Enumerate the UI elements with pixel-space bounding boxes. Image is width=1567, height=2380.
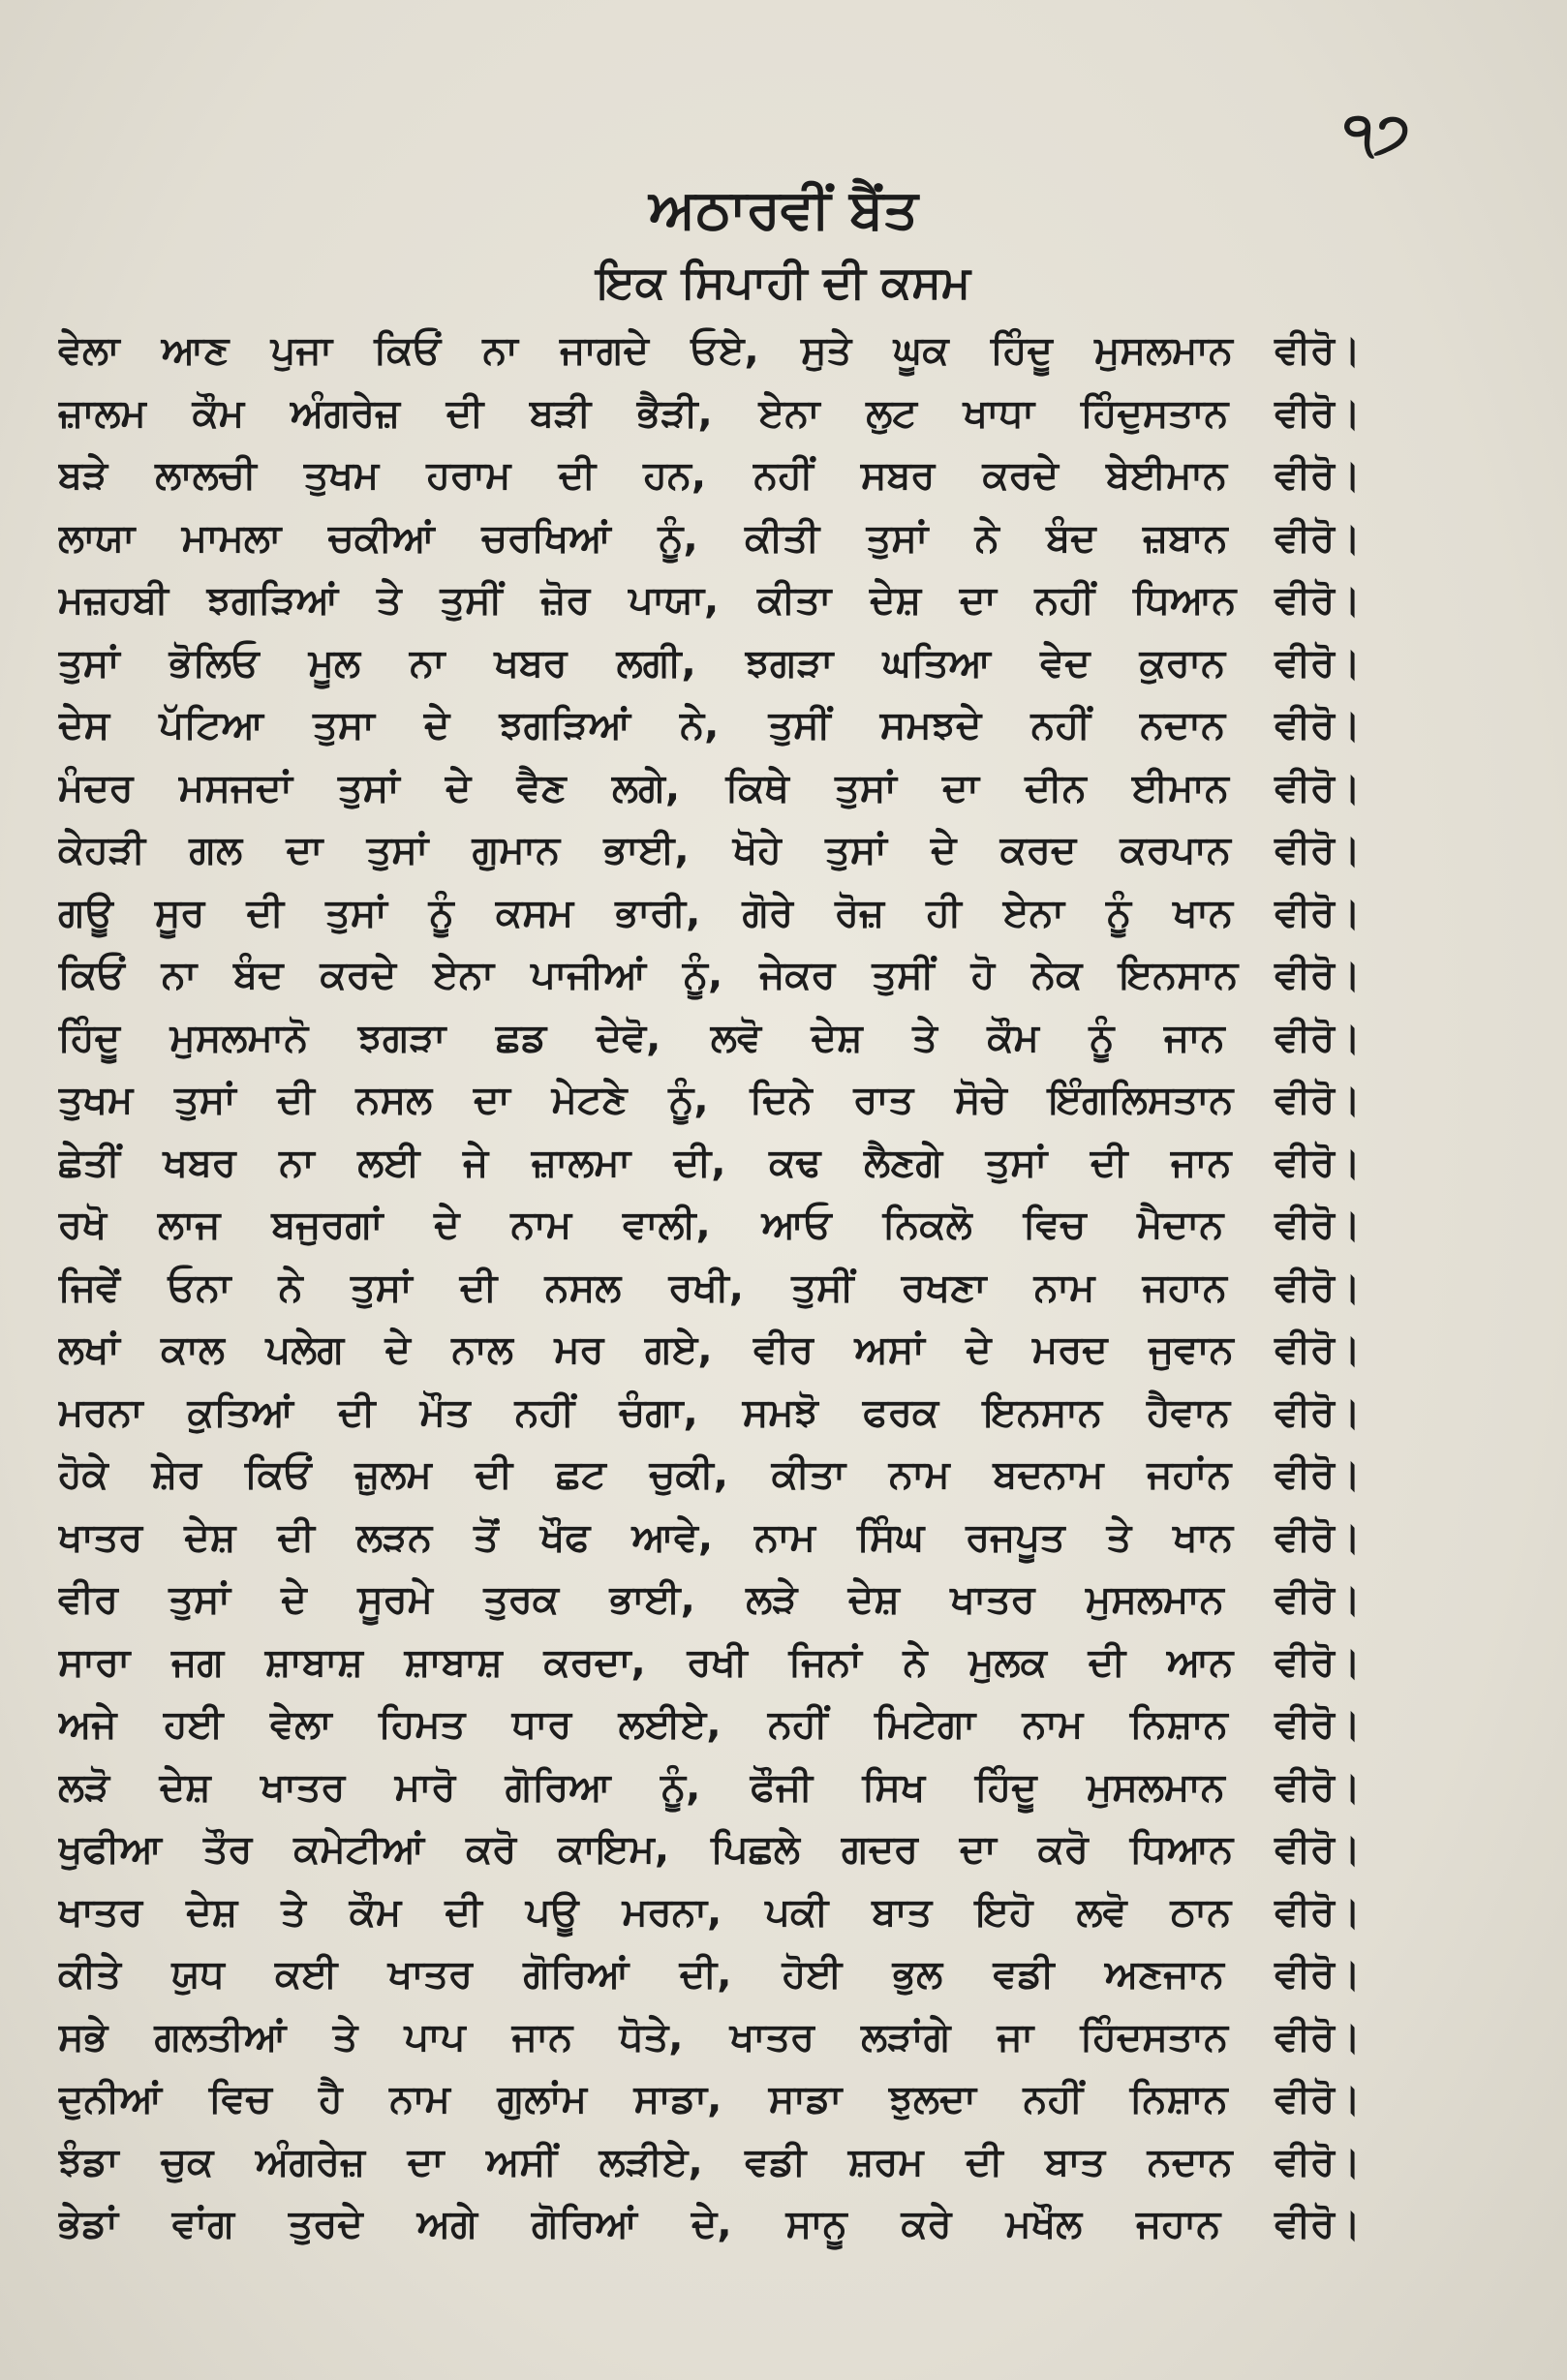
verse-line: ਅਜੇ ਹਈ ਵੇਲਾ ਹਿਮਤ ਧਾਰ ਲਈਏ, ਨਹੀਂ ਮਿਟੇਗਾ ਨਾਮ ਨਿਸ਼ਾਨ ਵੀਰੋ।: [58, 1702, 1361, 1747]
poem-title: ਅਠਾਰਵੀਂ ਬੈਂਤ: [649, 178, 918, 241]
verse-line: ਵੀਰ ਤੁਸਾਂ ਦੇ ਸੂਰਮੇ ਤੁਰਕ ਭਾਈ, ਲੜੇ ਦੇਸ਼ ਖਾਤਰ ਮੁਸਲਮਾਨ ਵੀਰੋ।: [58, 1577, 1361, 1622]
verse-line: ਹੋਕੇ ਸ਼ੇਰ ਕਿਓਂ ਜ਼ੁਲਮ ਦੀ ਛਟ ਚੁਕੀ, ਕੀਤਾ ਨਾਮ ਬਦਨਾਮ ਜਹਾਂਨ ਵੀਰੋ।: [58, 1452, 1361, 1497]
verse-line: ਲਖਾਂ ਕਾਲ ਪਲੇਗ ਦੇ ਨਾਲ ਮਰ ਗਏ, ਵੀਰ ਅਸਾਂ ਦੇ ਮਰਦ ਜੁਵਾਨ ਵੀਰੋ।: [58, 1327, 1361, 1372]
verse-line: ਖਾਤਰ ਦੇਸ਼ ਦੀ ਲੜਨ ਤੋਂ ਖੌਫ ਆਵੇ, ਨਾਮ ਸਿੰਘ ਰਜਪੂਤ ਤੇ ਖਾਨ ਵੀਰੋ।: [58, 1514, 1361, 1560]
verse-line: ਦੇਸ ਪੱਟਿਆ ਤੁਸਾ ਦੇ ਝਗੜਿਆਂ ਨੇ, ਤੁਸੀਂ ਸਮਝਦੇ ਨਹੀਂ ਨਦਾਨ ਵੀਰੋ।: [58, 703, 1361, 748]
verse-line: ਤੁਖਮ ਤੁਸਾਂ ਦੀ ਨਸਲ ਦਾ ਮੇਟਣੇ ਨੂੰ, ਦਿਨੇ ਰਾਤ ਸੋਚੇ ਇੰਗਲਿਸਤਾਨ ਵੀਰੋ।: [58, 1078, 1361, 1122]
verse-line: ਸਾਰਾ ਜਗ ਸ਼ਾਬਾਸ਼ ਸ਼ਾਬਾਸ਼ ਕਰਦਾ, ਰਖੀ ਜਿਨਾਂ ਨੇ ਮੁਲਕ ਦੀ ਆਨ ਵੀਰੋ।: [58, 1639, 1361, 1685]
verse-line: ਜਿਵੇਂ ਓਨਾ ਨੇ ਤੁਸਾਂ ਦੀ ਨਸਲ ਰਖੀ, ਤੁਸੀਂ ਰਖਣਾ ਨਾਮ ਜਹਾਨ ਵੀਰੋ।: [58, 1265, 1361, 1310]
verse-line: ਹਿੰਦੂ ਮੁਸਲਮਾਨੋ ਝਗੜਾ ਛਡ ਦੇਵੋ, ਲਵੋ ਦੇਸ਼ ਤੇ ਕੌਮ ਨੂੰ ਜਾਨ ਵੀਰੋ।: [58, 1015, 1361, 1060]
verse-line: ਮਰਨਾ ਕੁਤਿਆਂ ਦੀ ਮੌਤ ਨਹੀਂ ਚੰਗਾ, ਸਮਝੋ ਫਰਕ ਇਨਸਾਨ ਹੈਵਾਨ ਵੀਰੋ।: [58, 1389, 1361, 1435]
verse-line: ਖਾਤਰ ਦੇਸ਼ ਤੇ ਕੌਮ ਦੀ ਪਊ ਮਰਨਾ, ਪਕੀ ਬਾਤ ਇਹੋ ਲਵੋ ਠਾਨ ਵੀਰੋ।: [58, 1889, 1361, 1935]
verse-line: ਖੁਫੀਆ ਤੌਰ ਕਮੇਟੀਆਂ ਕਰੋ ਕਾਇਮ, ਪਿਛਲੇ ਗਦਰ ਦਾ ਕਰੋ ਧਿਆਨ ਵੀਰੋ।: [58, 1827, 1361, 1872]
verse-line: ਲੜੋ ਦੇਸ਼ ਖਾਤਰ ਮਾਰੋ ਗੋਰਿਆ ਨੂੰ, ਫੌਜੀ ਸਿਖ ਹਿੰਦੂ ਮੁਸਲਮਾਨ ਵੀਰੋ।: [58, 1764, 1361, 1810]
verse-line: ਲਾਯਾ ਮਾਮਲਾ ਚਕੀਆਂ ਚਰਖਿਆਂ ਨੂੰ, ਕੀਤੀ ਤੁਸਾਂ ਨੇ ਬੰਦ ਜ਼ਬਾਨ ਵੀਰੋ।: [58, 515, 1361, 561]
verse-line: ਕੇਹੜੀ ਗਲ ਦਾ ਤੁਸਾਂ ਗੁਮਾਨ ਭਾਈ, ਖੋਹੇ ਤੁਸਾਂ ਦੇ ਕਰਦ ਕਰਪਾਨ ਵੀਰੋ।: [58, 828, 1361, 872]
poem-subtitle: ਇਕ ਸਿਪਾਹੀ ਦੀ ਕਸਮ: [596, 256, 971, 308]
verse-line: ਭੇਡਾਂ ਵਾਂਗ ਤੁਰਦੇ ਅਗੇ ਗੋਰਿਆਂ ਦੇ, ਸਾਨੂ ਕਰੇ ਮਖੌਲ ਜਹਾਨ ਵੀਰੋ।: [58, 2202, 1361, 2246]
verse-line: ਰਖੋ ਲਾਜ ਬਜੁਰਗਾਂ ਦੇ ਨਾਮ ਵਾਲੀ, ਆਓ ਨਿਕਲੋ ਵਿਚ ਮੈਦਾਨ ਵੀਰੋ।: [58, 1203, 1361, 1247]
verse-line: ਬੜੇ ਲਾਲਚੀ ਤੁਖਮ ਹਰਾਮ ਦੀ ਹਨ, ਨਹੀਂ ਸਬਰ ਕਰਦੇ ਬੇਈਮਾਨ ਵੀਰੋ।: [58, 453, 1361, 498]
verse-line: ਝੰਡਾ ਚੁਕ ਅੰਗਰੇਜ਼ ਦਾ ਅਸੀਂ ਲੜੀਏ, ਵਡੀ ਸ਼ਰਮ ਦੀ ਬਾਤ ਨਦਾਨ ਵੀਰੋ।: [58, 2139, 1361, 2184]
verse-list: [58, 320, 1361, 2256]
verse-line: ਮੰਦਰ ਮਸਜਦਾਂ ਤੁਸਾਂ ਦੇ ਵੈਣ ਲਗੇ, ਕਿਥੇ ਤੁਸਾਂ ਦਾ ਦੀਨ ਈਮਾਨ ਵੀਰੋ।: [58, 765, 1361, 810]
verse-line: ਸਭੇ ਗਲਤੀਆਂ ਤੇ ਪਾਪ ਜਾਨ ਧੋਤੇ, ਖਾਤਰ ਲੜਾਂਗੇ ਜਾ ਹਿੰਦਸਤਾਨ ਵੀਰੋ।: [58, 2014, 1361, 2060]
verse-line: ਛੇਤੀਂ ਖਬਰ ਨਾ ਲਈ ਜੇ ਜ਼ਾਲਮਾ ਦੀ, ਕਢ ਲੈਣਗੇ ਤੁਸਾਂ ਦੀ ਜਾਨ ਵੀਰੋ।: [58, 1140, 1361, 1185]
page-number: ੧੭: [1343, 100, 1410, 166]
verse-line: ਜ਼ਾਲਮ ਕੌਮ ਅੰਗਰੇਜ਼ ਦੀ ਬੜੀ ਭੈੜੀ, ਏਨਾ ਲੁਟ ਖਾਧਾ ਹਿੰਦੁਸਤਾਨ ਵੀਰੋ।: [58, 390, 1361, 436]
verse-line: ਗਊ ਸੂਰ ਦੀ ਤੁਸਾਂ ਨੂੰ ਕਸਮ ਭਾਰੀ, ਗੋਰੇ ਰੋਜ਼ ਹੀ ਏਨਾ ਨੂੰ ਖਾਨ ਵੀਰੋ।: [58, 890, 1361, 935]
verse-line: ਕਿਓਂ ਨਾ ਬੰਦ ਕਰਦੇ ਏਨਾ ਪਾਜੀਆਂ ਨੂੰ, ਜੇਕਰ ਤੁਸੀਂ ਹੋ ਨੇਕ ਇਨਸਾਨ ਵੀਰੋ।: [58, 953, 1361, 997]
verse-line: ਤੁਸਾਂ ਭੋਲਿਓ ਮੂਲ ਨਾ ਖਬਰ ਲਗੀ, ਝਗੜਾ ਘਤਿਆ ਵੇਦ ਕੁਰਾਨ ਵੀਰੋ।: [58, 640, 1361, 686]
verse-line: ਮਜ਼ਹਬੀ ਝਗੜਿਆਂ ਤੇ ਤੁਸੀਂ ਜ਼ੋਰ ਪਾਯਾ, ਕੀਤਾ ਦੇਸ਼ ਦਾ ਨਹੀਂ ਧਿਆਨ ਵੀਰੋ।: [58, 578, 1361, 623]
verse-line: ਦੁਨੀਆਂ ਵਿਚ ਹੈ ਨਾਮ ਗੁਲਾਂਮ ਸਾਡਾ, ਸਾਡਾ ਝੁਲਦਾ ਨਹੀਂ ਨਿਸ਼ਾਨ ਵੀਰੋ।: [58, 2077, 1361, 2121]
verse-line: ਕੀਤੇ ਯੁਧ ਕਈ ਖਾਤਰ ਗੋਰਿਆਂ ਦੀ, ਹੋਈ ਭੁਲ ਵਡੀ ਅਣਜਾਨ ਵੀਰੋ।: [58, 1952, 1361, 1997]
verse-line: ਵੇਲਾ ਆਣ ਪੁਜਾ ਕਿਓਂ ਨਾ ਜਾਗਦੇ ਓਏ, ਸੁਤੇ ਘੂਕ ਹਿੰਦੂ ਮੁਸਲਮਾਨ ਵੀਰੋ।: [58, 328, 1361, 373]
